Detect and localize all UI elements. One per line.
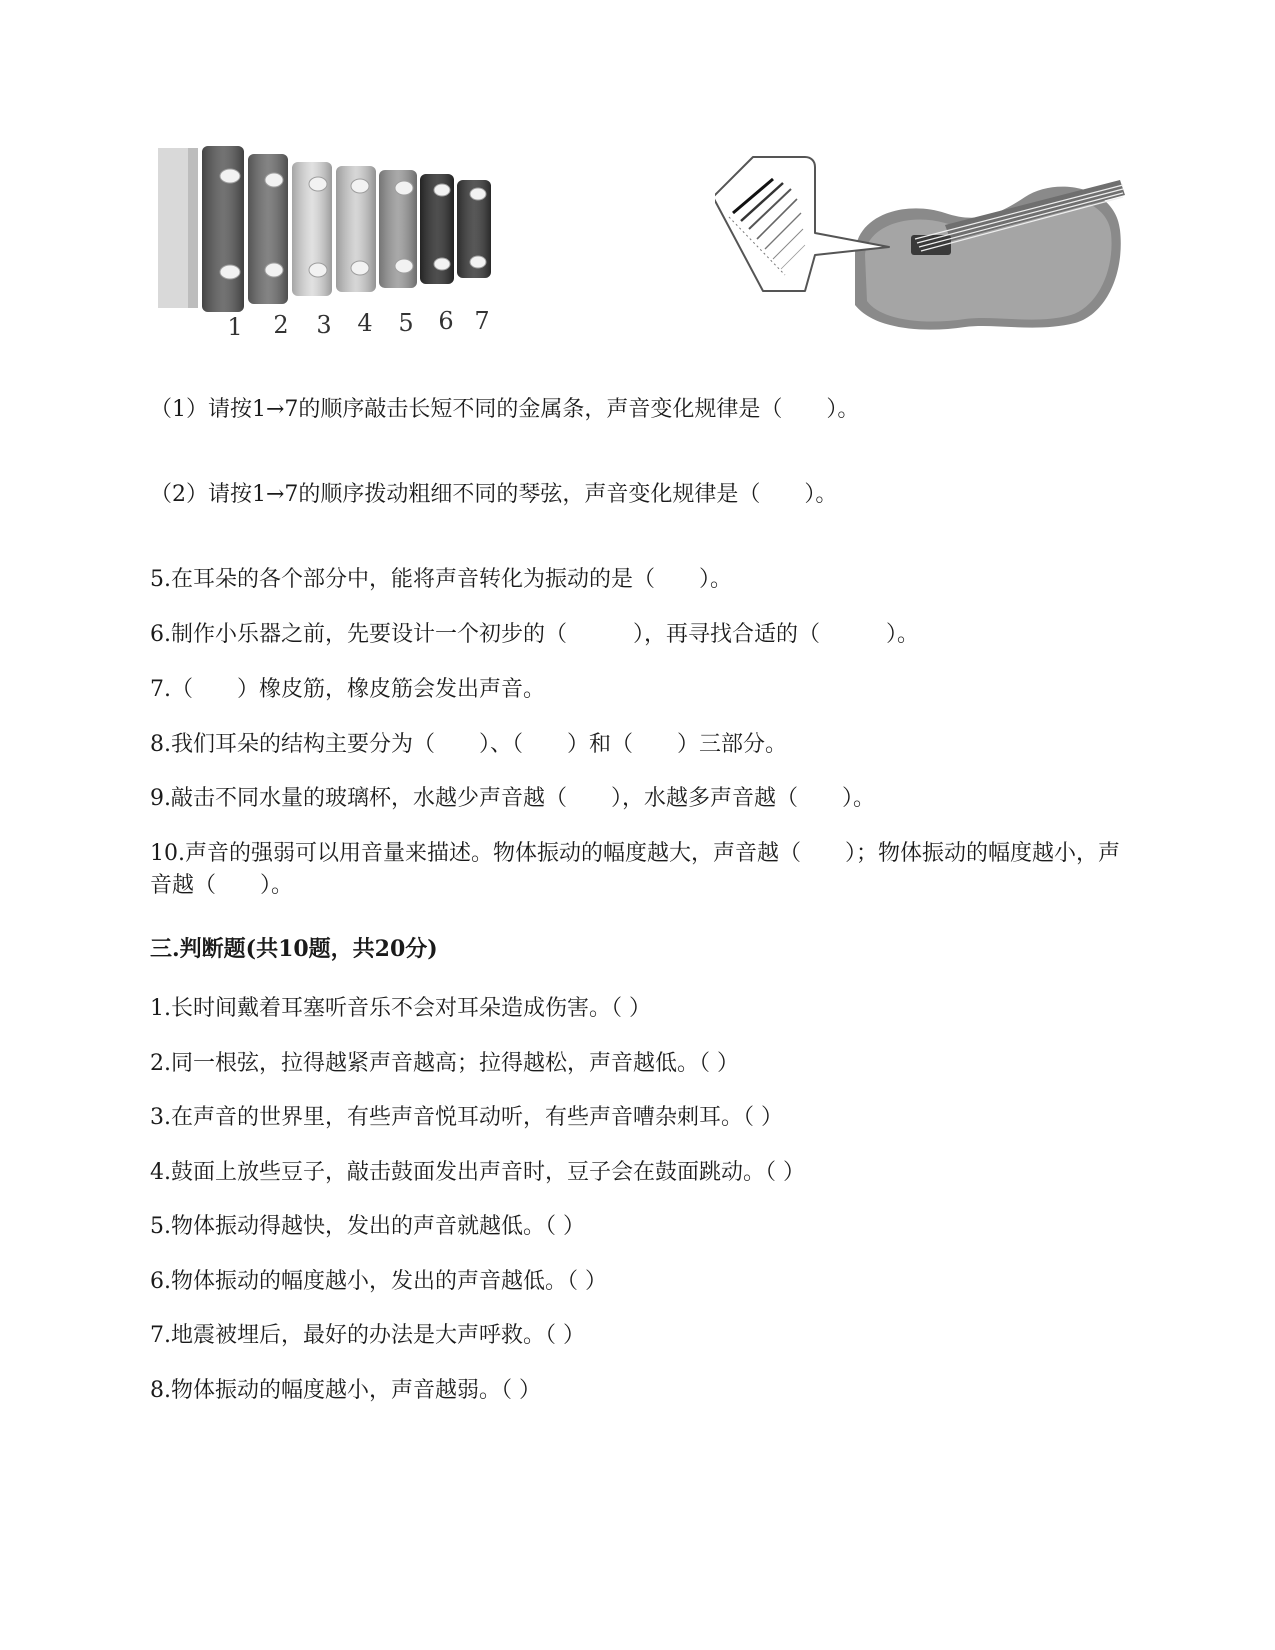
question-4-part-1: （1）请按1→7的顺序敲击长短不同的金属条，声音变化规律是（ ）。 [150,397,860,422]
judgment-item: 4.鼓面上放些豆子，敲击鼓面发出声音时，豆子会在鼓面跳动。（ ） [150,1160,805,1185]
judgment-item: 5.物体振动得越快，发出的声音就越低。（ ） [150,1214,585,1239]
judgment-item: 1.长时间戴着耳塞听音乐不会对耳朵造成伤害。（ ） [150,996,651,1021]
bar-number: 2 [273,311,289,339]
question-8: 8.我们耳朵的结构主要分为（ ）、（ ）和（ ）三部分。 [150,732,787,757]
bar-number: 4 [357,309,373,337]
judgment-item: 7.地震被埋后，最好的办法是大声呼救。（ ） [150,1323,585,1348]
bar-number: 5 [398,309,414,337]
question-4-part-2: （2）请按1→7的顺序拨动粗细不同的琴弦，声音变化规律是（ ）。 [150,482,838,507]
judgment-item: 6.物体振动的幅度越小，发出的声音越低。（ ） [150,1269,607,1294]
bar-number: 7 [474,307,490,335]
judgment-item: 2.同一根弦，拉得越紧声音越高；拉得越松，声音越低。（ ） [150,1051,739,1076]
judgment-item: 3.在声音的世界里，有些声音悦耳动听，有些声音嘈杂刺耳。（ ） [150,1105,783,1130]
guitar-image [715,155,1125,355]
question-5: 5.在耳朵的各个部分中，能将声音转化为振动的是（ ）。 [150,567,732,592]
bar-number: 6 [438,307,454,335]
judgment-item: 8.物体振动的幅度越小，声音越弱。（ ） [150,1378,541,1403]
bar-number: 1 [227,313,243,341]
question-6: 6.制作小乐器之前，先要设计一个初步的（ ），再寻找合适的（ ）。 [150,622,919,647]
question-9: 9.敲击不同水量的玻璃杯，水越少声音越（ ），水越多声音越（ ）。 [150,786,875,811]
section-heading: 三.判断题(共10题，共20分) [150,936,438,962]
question-10: 10.声音的强弱可以用音量来描述。物体振动的幅度越大，声音越（ ）；物体振动的幅度越小，声音越（ ）。 [150,841,1120,898]
xylophone-image [150,140,525,355]
bar-number: 3 [316,311,332,339]
question-7: 7.（ ）橡皮筋，橡皮筋会发出声音。 [150,677,545,702]
